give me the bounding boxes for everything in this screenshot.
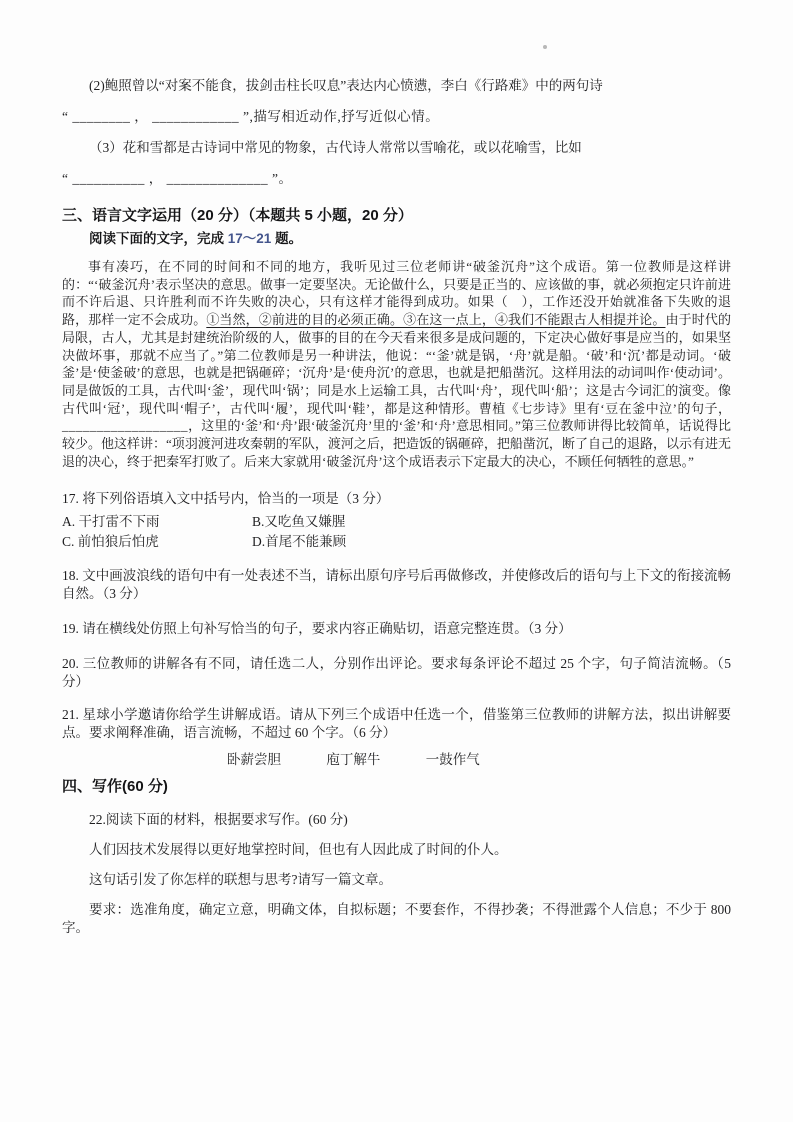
reading-intro-suffix: 题。	[271, 231, 303, 246]
material-line-2: 这句话引发了你怎样的联想与思考?请写一篇文章。	[89, 872, 392, 888]
reading-intro	[62, 229, 731, 248]
question-17: 17. 将下列俗语填入文中括号内，恰当的一项是（3 分）	[62, 491, 390, 507]
question-18: 18. 文中画波浪线的语句中有一处表述不当，请标出原句序号后再做修改，并使修改后的语句与上下文的衔接流畅自然。（3 分）	[62, 568, 731, 602]
scan-artifact-dot	[543, 45, 547, 49]
section-four-heading: 四、写作(60 分)	[62, 778, 168, 796]
completion-item-2-blanks: “ ________ ， ____________ ”,描写相近动作,抒写近似心情。	[62, 109, 440, 124]
option-c: C. 前怕狼后怕虎	[62, 534, 159, 550]
passage-fill-in-blank: __________________	[62, 418, 188, 434]
question-17-options	[62, 512, 492, 552]
reading-passage	[62, 258, 731, 470]
material-line-1: 人们因技术发展得以更好地掌控时间，但也有人因此成了时间的仆人。	[89, 842, 508, 858]
passage-underlined-sentences: ①当然，②前进的目的必须正确。③在这一点上，④我们不能跟古人相提并论。	[206, 312, 666, 328]
passage-segment-2: 由于时代的局限，古人，尤其是封建统治阶级的人，做事的目的在今天看来很多是成问题的，下定决心做好事是应当的，如果坚决做坏事，那就不应当了。”第二位教师是另一种讲法，他说：“‘釜’就是锅，‘舟’就是船。‘破’和‘沉’都是动词。‘破釜’是‘使釜破’的意思，也就是把锅砸碎；‘沉舟’是‘使舟沉’的意思，也就是把船凿沉。这样用法的动词叫作‘使动词’。同是做饭的工具，古代叫‘釜’，现代叫‘锅’；同是水上运输工具，古代叫‘舟’，现代叫‘船’；这是古今词汇的演变。像古代叫‘冠’，现代叫‘帽子’，古代叫‘履’，现代叫‘鞋’，都是这种情形。曹植《七步诗》里有‘豆在釜中泣’的句子，	[62, 312, 731, 416]
passage-segment-1: 事有凑巧，在不同的时间和不同的地方，我听见过三位老师讲“破釜沉舟”这个成语。第一位教师是这样讲的：“‘破釜沉舟’表示坚决的意思。做事一定要坚决。无论做什么，只要是正当的、应该做的事，就必须抱定只许前进而不许后退、只许胜利而不许失败的决心，只有这样才能得到成功。如果（ ），工作还没开始就准备下失败的退路，那样一定不会成功。	[62, 259, 731, 328]
writing-section	[62, 777, 731, 937]
completion-item-3-line-1: （3）花和雪都是古诗词中常见的物象，古代诗人常常以雪喻花，或以花喻雪，比如	[89, 140, 582, 155]
idiom-item-3: 一鼓作气	[425, 752, 480, 768]
question-19: 19. 请在横线处仿照上句补写恰当的句子，要求内容正确贴切，语意完整连贯。（3 分）	[62, 621, 572, 637]
option-a: A. 干打雷不下雨	[62, 514, 160, 530]
writing-requirements: 要求：选准角度，确定立意，明确文体，自拟标题；不要套作，不得抄袭；不得泄露个人信息；不少于 800 字。	[62, 902, 731, 936]
idiom-list	[62, 751, 731, 769]
completion-item-2-line-1: (2)鲍照曾以“对案不能食，拔剑击柱长叹息”表达内心愤懑，李白《行路难》中的两句诗	[89, 78, 603, 93]
reading-intro-question-range: 17～21	[227, 231, 272, 246]
idiom-item-1: 卧薪尝胆	[227, 752, 281, 768]
completion-item-3-blanks: “ __________ ， ______________ ”。	[62, 171, 293, 186]
option-d: D.首尾不能兼顾	[252, 534, 347, 550]
question-20: 20. 三位教师的讲解各有不同，请任选二人，分别作出评论。要求每条评论不超过 25 个字，句子简洁流畅。（5 分）	[62, 656, 731, 690]
page-content	[62, 76, 731, 937]
completion-section	[62, 76, 731, 188]
question-21: 21. 星球小学邀请你给学生讲解成语。请从下列三个成语中任选一个，借鉴第三位教师的讲解方法，拟出讲解要点。要求阐释准确，语言流畅，不超过 60 个字。（6 分）	[62, 707, 731, 741]
language-use-section	[62, 206, 731, 769]
section-three-heading: 三、语言文字运用（20 分）（本题共 5 小题，20 分）	[62, 207, 413, 224]
option-b: B.又吃鱼又嫌腥	[252, 514, 346, 530]
passage-segment-3: ，这里的‘釜’和‘舟’跟‘破釜沉舟’里的‘釜’和‘舟’意思相同。”第三位教师讲得比较简单，话说得比较少。他这样讲：“项羽渡河进攻秦朝的军队，渡河之后，把造饭的锅砸碎，把船凿沉，断了自己的退路，以示有进无退的决心，终于把秦军打败了。后来大家就用‘破釜沉舟’这个成语表示下定最大的决心，不顾任何牺牲的意思。”	[62, 418, 731, 469]
question-22: 22.阅读下面的材料，根据要求写作。(60 分)	[89, 812, 348, 828]
reading-intro-prefix: 阅读下面的文字，完成	[89, 231, 228, 246]
idiom-item-2: 庖丁解牛	[326, 752, 381, 768]
